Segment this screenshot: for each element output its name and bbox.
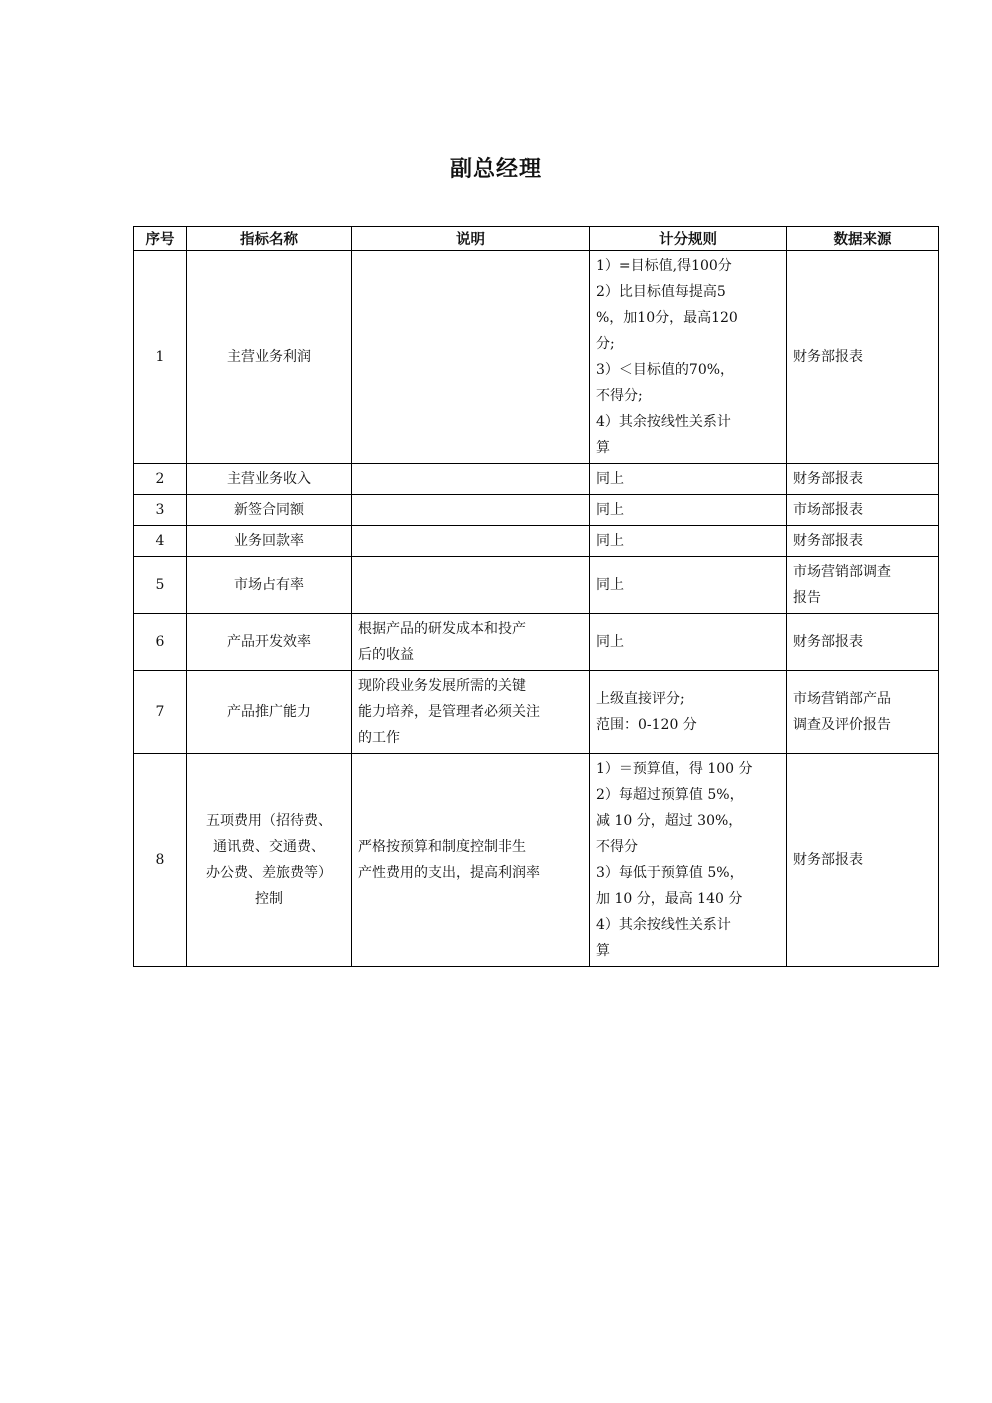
- cell-scoring-rule-line: 4）其余按线性关系计: [596, 414, 731, 430]
- cell-no: 3: [134, 495, 187, 526]
- cell-description: [352, 495, 590, 526]
- cell-scoring-rule-line: 1）=目标值,得100分: [596, 258, 732, 274]
- cell-indicator-name: [187, 557, 352, 614]
- cell-no: 6: [134, 614, 187, 671]
- header-scoring-rule: 计分规则: [590, 227, 787, 251]
- cell-data-source-line: 财务部报表: [793, 349, 863, 365]
- cell-scoring-rule-line: 1）＝预算值，得 100 分: [596, 761, 753, 777]
- cell-indicator-name-line: 主营业务利润: [227, 349, 311, 365]
- cell-scoring-rule-line: 算: [596, 440, 610, 456]
- cell-description: [352, 251, 590, 464]
- cell-indicator-name-line: 产品推广能力: [227, 704, 311, 720]
- cell-indicator-name: [187, 526, 352, 557]
- cell-no: 8: [134, 754, 187, 967]
- cell-description-line: 现阶段业务发展所需的关键: [358, 678, 526, 694]
- cell-indicator-name: [187, 754, 352, 967]
- cell-data-source: [787, 495, 939, 526]
- cell-scoring-rule: [590, 251, 787, 464]
- cell-indicator-name-line: 通讯费、交通费、: [213, 839, 325, 855]
- cell-indicator-name-line: 产品开发效率: [227, 634, 311, 650]
- page-title: 副总经理: [449, 157, 542, 182]
- cell-description: [352, 464, 590, 495]
- table-row: [134, 526, 939, 557]
- cell-no: 7: [134, 671, 187, 754]
- table-row: [134, 754, 939, 967]
- kpi-table: [133, 226, 939, 967]
- cell-data-source-line: 市场营销部调查: [793, 564, 891, 580]
- cell-indicator-name-line: 市场占有率: [234, 577, 304, 593]
- cell-description-line: 能力培养，是管理者必须关注: [358, 704, 540, 720]
- cell-description: [352, 557, 590, 614]
- cell-scoring-rule-line: 3）每低于预算值 5%，: [596, 865, 744, 881]
- table-row: [134, 671, 939, 754]
- cell-scoring-rule-line: 4）其余按线性关系计: [596, 917, 731, 933]
- cell-data-source: [787, 557, 939, 614]
- cell-indicator-name-line: 新签合同额: [234, 502, 304, 518]
- cell-data-source: [787, 464, 939, 495]
- cell-scoring-rule-line: 同上: [596, 533, 624, 549]
- cell-data-source-line: 财务部报表: [793, 471, 863, 487]
- table-row: [134, 495, 939, 526]
- cell-scoring-rule-line: 范围：0-120 分: [596, 717, 697, 733]
- cell-description-line: 严格按预算和制度控制非生: [358, 839, 526, 855]
- cell-no: 4: [134, 526, 187, 557]
- cell-data-source-line: 财务部报表: [793, 852, 863, 868]
- cell-indicator-name: [187, 614, 352, 671]
- header-description: 说明: [352, 227, 590, 251]
- cell-description: [352, 614, 590, 671]
- cell-indicator-name-line: 主营业务收入: [227, 471, 311, 487]
- cell-scoring-rule-line: 同上: [596, 471, 624, 487]
- cell-scoring-rule: [590, 526, 787, 557]
- cell-indicator-name: [187, 464, 352, 495]
- cell-scoring-rule: [590, 464, 787, 495]
- cell-scoring-rule: [590, 495, 787, 526]
- cell-description: [352, 754, 590, 967]
- cell-description: [352, 526, 590, 557]
- cell-scoring-rule-line: 算: [596, 943, 610, 959]
- cell-scoring-rule-line: 加 10 分，最高 140 分: [596, 891, 743, 907]
- table-row: [134, 464, 939, 495]
- cell-scoring-rule-line: 同上: [596, 577, 624, 593]
- cell-indicator-name-line: 控制: [255, 891, 283, 907]
- table-body: [134, 251, 939, 967]
- header-data-source: 数据来源: [787, 227, 939, 251]
- table-row: [134, 614, 939, 671]
- cell-data-source-line: 调查及评价报告: [793, 717, 891, 733]
- cell-scoring-rule-line: 减 10 分，超过 30%，: [596, 813, 743, 829]
- cell-description-line: 产性费用的支出，提高利润率: [358, 865, 540, 881]
- cell-scoring-rule-line: 分;: [596, 336, 615, 352]
- cell-no: 2: [134, 464, 187, 495]
- cell-indicator-name: [187, 251, 352, 464]
- cell-scoring-rule-line: %，加10分，最高120: [596, 310, 738, 326]
- cell-indicator-name: [187, 495, 352, 526]
- cell-scoring-rule-line: 不得分: [596, 839, 638, 855]
- cell-scoring-rule: [590, 614, 787, 671]
- cell-scoring-rule-line: 同上: [596, 502, 624, 518]
- cell-scoring-rule: [590, 671, 787, 754]
- cell-description-line: 根据产品的研发成本和投产: [358, 621, 526, 637]
- table-row: [134, 557, 939, 614]
- cell-no: 1: [134, 251, 187, 464]
- header-no: 序号: [134, 227, 187, 251]
- cell-scoring-rule-line: 不得分;: [596, 388, 643, 404]
- cell-scoring-rule-line: 2）每超过预算值 5%，: [596, 787, 744, 803]
- cell-indicator-name-line: 五项费用（招待费、: [206, 813, 332, 829]
- cell-scoring-rule-line: 3）＜目标值的70%，: [596, 362, 735, 378]
- cell-data-source-line: 财务部报表: [793, 533, 863, 549]
- header-indicator-name: 指标名称: [187, 227, 352, 251]
- cell-scoring-rule: [590, 557, 787, 614]
- cell-data-source: [787, 526, 939, 557]
- cell-indicator-name-line: 办公费、差旅费等）: [206, 865, 332, 881]
- table-row: [134, 251, 939, 464]
- cell-scoring-rule-line: 2）比目标值每提高5: [596, 284, 726, 300]
- cell-description-line: 的工作: [358, 730, 400, 746]
- cell-scoring-rule: [590, 754, 787, 967]
- cell-description: [352, 671, 590, 754]
- cell-indicator-name-line: 业务回款率: [234, 533, 304, 549]
- cell-description-line: 后的收益: [358, 647, 414, 663]
- cell-data-source: [787, 671, 939, 754]
- cell-data-source-line: 财务部报表: [793, 634, 863, 650]
- table-header-row: [134, 227, 939, 251]
- cell-scoring-rule-line: 上级直接评分;: [596, 691, 685, 707]
- cell-scoring-rule-line: 同上: [596, 634, 624, 650]
- cell-data-source: [787, 251, 939, 464]
- cell-data-source-line: 报告: [793, 590, 821, 606]
- cell-data-source-line: 市场部报表: [793, 502, 863, 518]
- cell-data-source: [787, 754, 939, 967]
- cell-data-source-line: 市场营销部产品: [793, 691, 891, 707]
- cell-indicator-name: [187, 671, 352, 754]
- cell-no: 5: [134, 557, 187, 614]
- cell-data-source: [787, 614, 939, 671]
